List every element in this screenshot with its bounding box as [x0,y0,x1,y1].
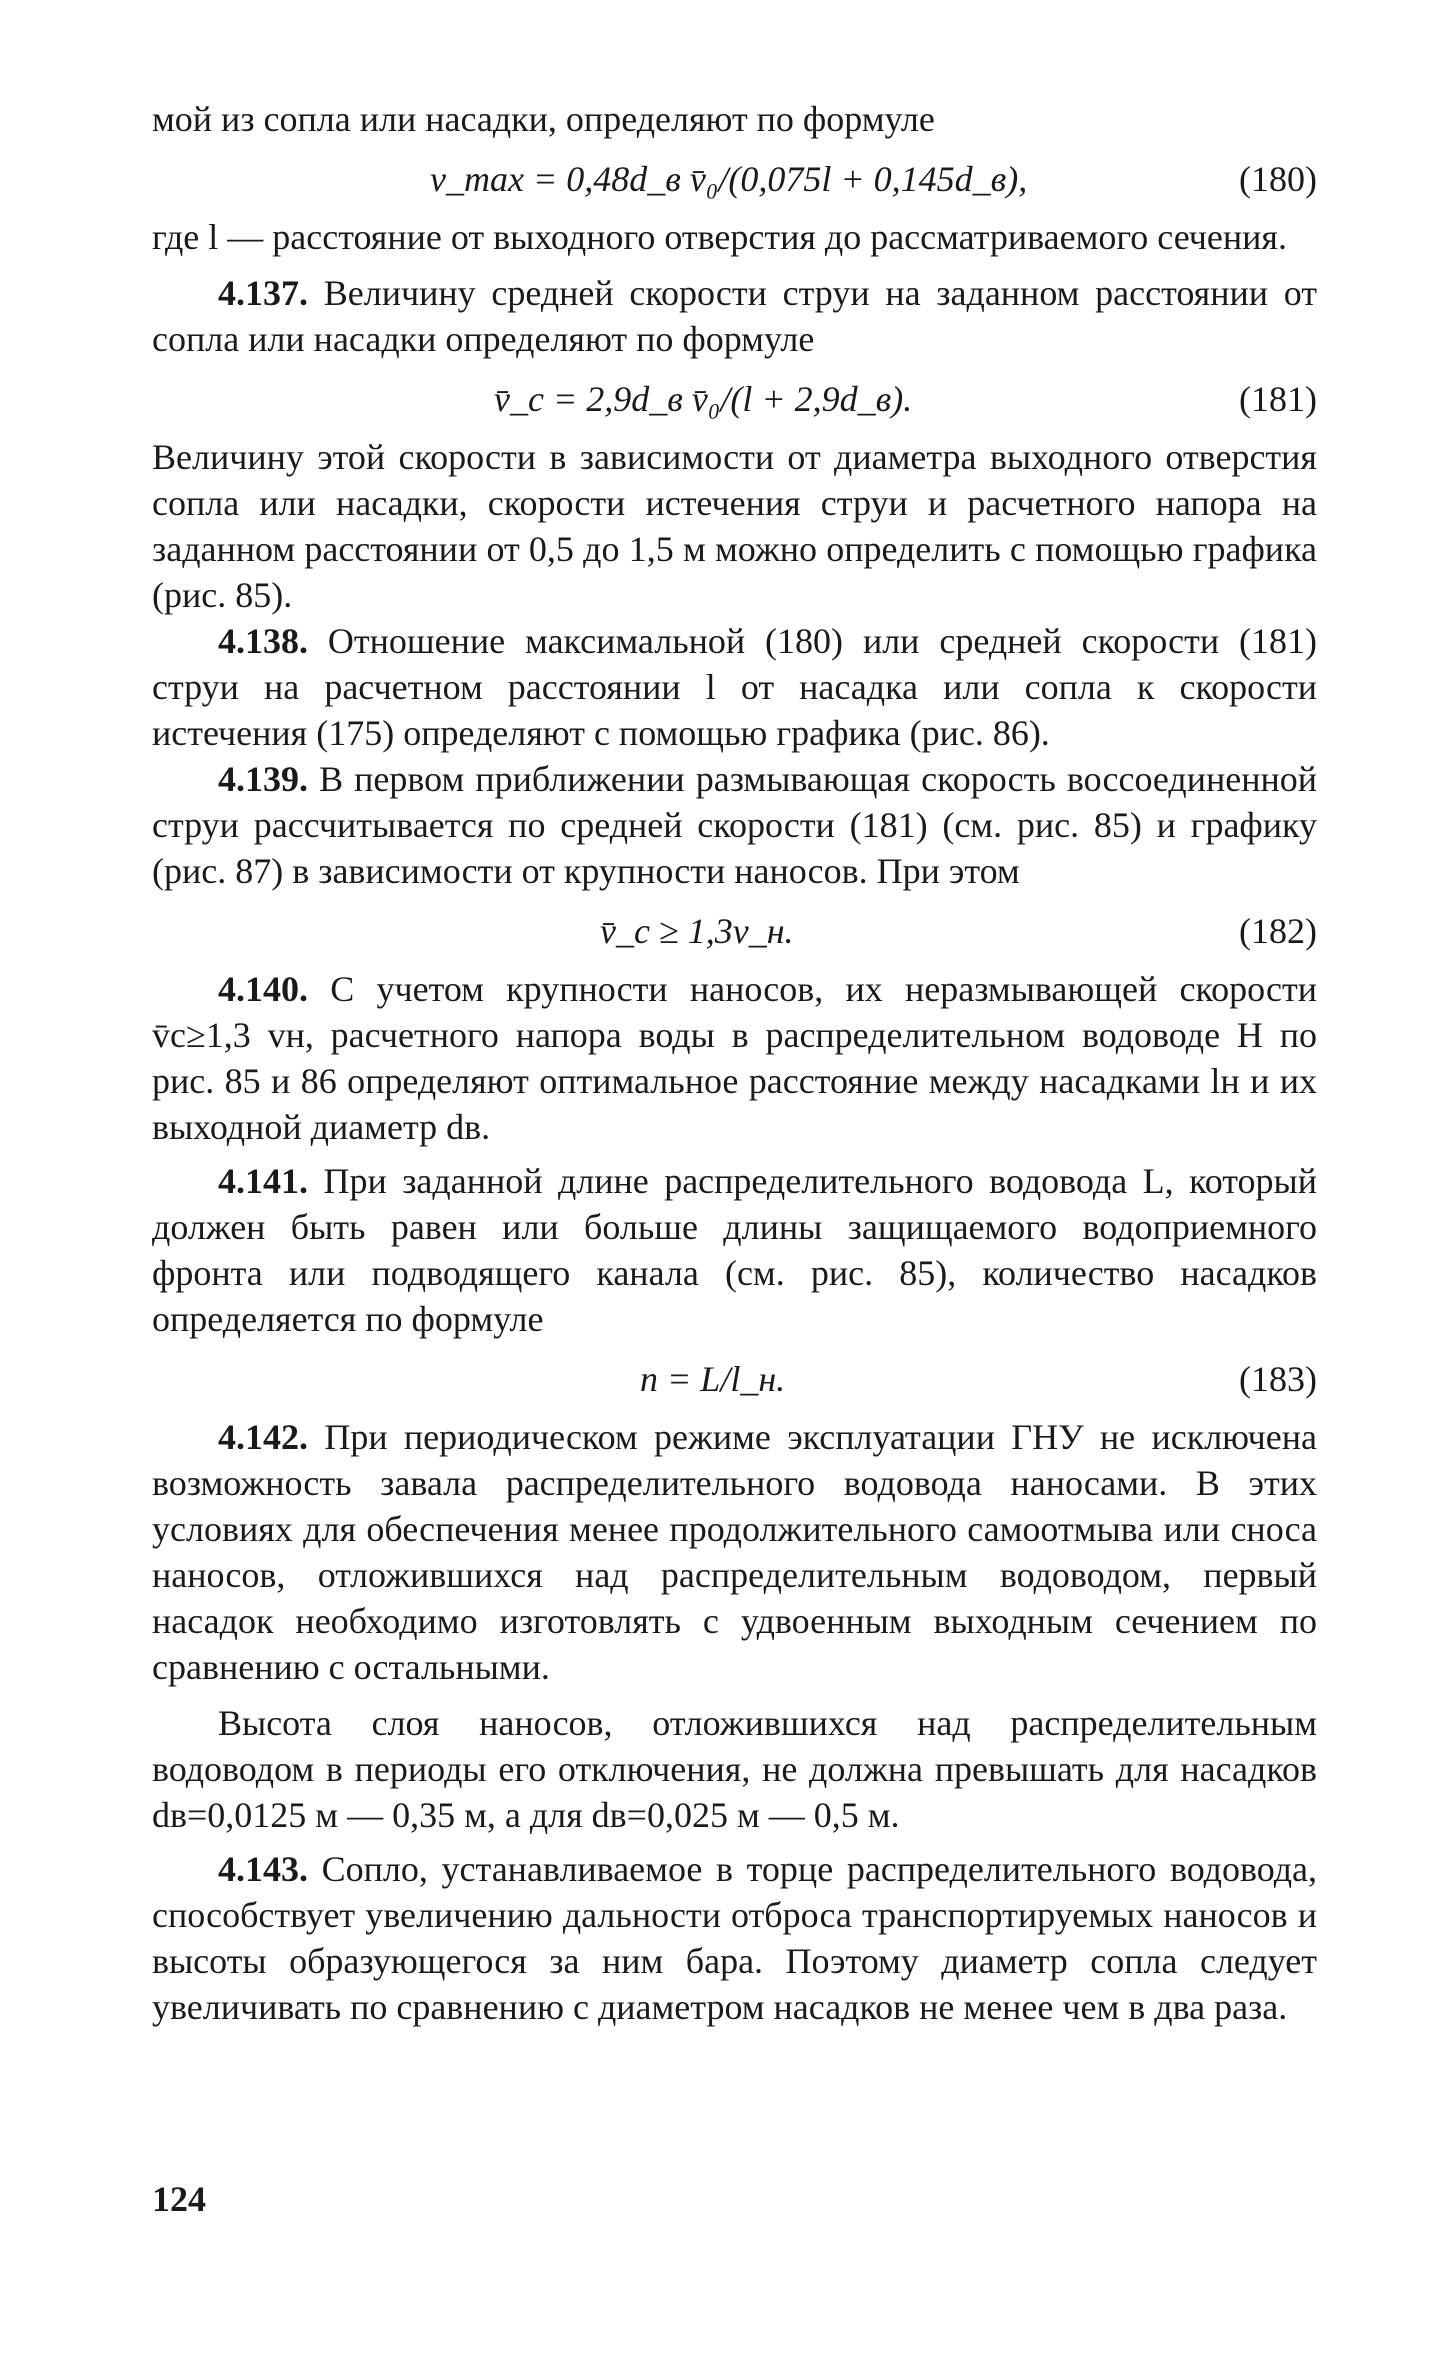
section-number: 4.141. [218,1161,308,1201]
section-text: В первом приближении размывающая скорость воссоединенной струи рассчитывается по средней скорости (181) (см. рис. 85) и графику (рис. 87) в зависимости от крупности наносов. При этом [152,759,1318,891]
equation-formula: v̄_c = 2,9d_в v̄₀/(l + 2,9d_в). [494,379,913,419]
equation-182 [152,908,1317,954]
section-text: При заданной длине распределительного водовода L, который должен быть равен или больше длины защищаемого водоприемного фронта или подводящего канала (см. рис. 85), количество насадков определяется по формуле [152,1161,1317,1339]
section-text: Величину средней скорости струи на заданном расстоянии от сопла или насадки определяют по формуле [152,273,1318,359]
section-number: 4.138. [218,621,308,661]
section-4-143 [152,1846,1317,2030]
section-4-142 [152,1414,1317,1690]
paragraph: Величину этой скорости в зависимости от диаметра выходного отверстия сопла или насадки, скорости истечения струи и расчетного напора на заданном расстоянии от 0,5 до 1,5 м можно определить с помощью графика (рис. 85). [152,437,1317,615]
section-number: 4.137. [218,273,308,313]
section-number: 4.140. [218,969,308,1009]
section-4-138 [152,618,1317,756]
paragraph: где l — расстояние от выходного отверстия до рассматриваемого сечения. [152,217,1287,257]
section-4-139 [152,756,1317,894]
equation-formula: v_max = 0,48d_в v̄₀/(0,075l + 0,145d_в), [430,159,1028,199]
body-text [152,96,1317,2030]
equation-180 [152,156,1317,202]
section-4-141 [152,1158,1317,1342]
page-number: 124 [152,2179,206,2219]
section-number: 4.139. [218,759,308,799]
equation-formula: n = L/l_н. [640,1359,786,1399]
section-4-137 [152,270,1317,362]
equation-183 [152,1356,1317,1402]
equation-181 [152,376,1317,422]
section-text: При периодическом режиме эксплуатации ГНУ не исключена возможность завала распределительного водовода наносами. В этих условиях для обеспечения менее продолжительного самоотмыва или сноса наносов, отложившихся над распределительным водоводом, первый насадок необходимо изготовлять с удвоенным выходным сечением по сравнению с остальными. [152,1417,1318,1687]
equation-number: (183) [1239,1359,1317,1399]
section-text: С учетом крупности наносов, их неразмывающей скорости v̄c≥1,3 vн, расчетного напора воды в распределительном водоводе H по рис. 85 и 86 определяют оптимальное расстояние между насадками lн и их выходной диаметр dв. [152,969,1318,1147]
section-4-140 [152,966,1317,1150]
paragraph: мой из сопла или насадки, определяют по формуле [152,99,935,139]
equation-number: (181) [1239,379,1317,419]
section-text: Сопло, устанавливаемое в торце распределительного водовода, способствует увеличению дальности отброса транспортируемых наносов и высоты образующегося за ним бара. Поэтому диаметр сопла следует увеличивать по сравнению с диаметром насадков не менее чем в два раза. [152,1849,1317,2027]
section-text: Отношение максимальной (180) или средней скорости (181) струи на расчетном расстоянии l от насадка или сопла к скорости истечения (175) определяют с помощью графика (рис. 86). [152,621,1317,753]
equation-number: (182) [1239,911,1317,951]
equation-number: (180) [1239,159,1317,199]
section-number: 4.143. [218,1849,308,1889]
paragraph: Высота слоя наносов, отложившихся над распределительным водоводом в периоды его отключения, не должна превышать для насадков dв=0,0125 м — 0,35 м, а для dв=0,025 м — 0,5 м. [152,1703,1317,1835]
equation-formula: v̄_c ≥ 1,3v_н. [600,911,794,951]
section-number: 4.142. [218,1417,308,1457]
